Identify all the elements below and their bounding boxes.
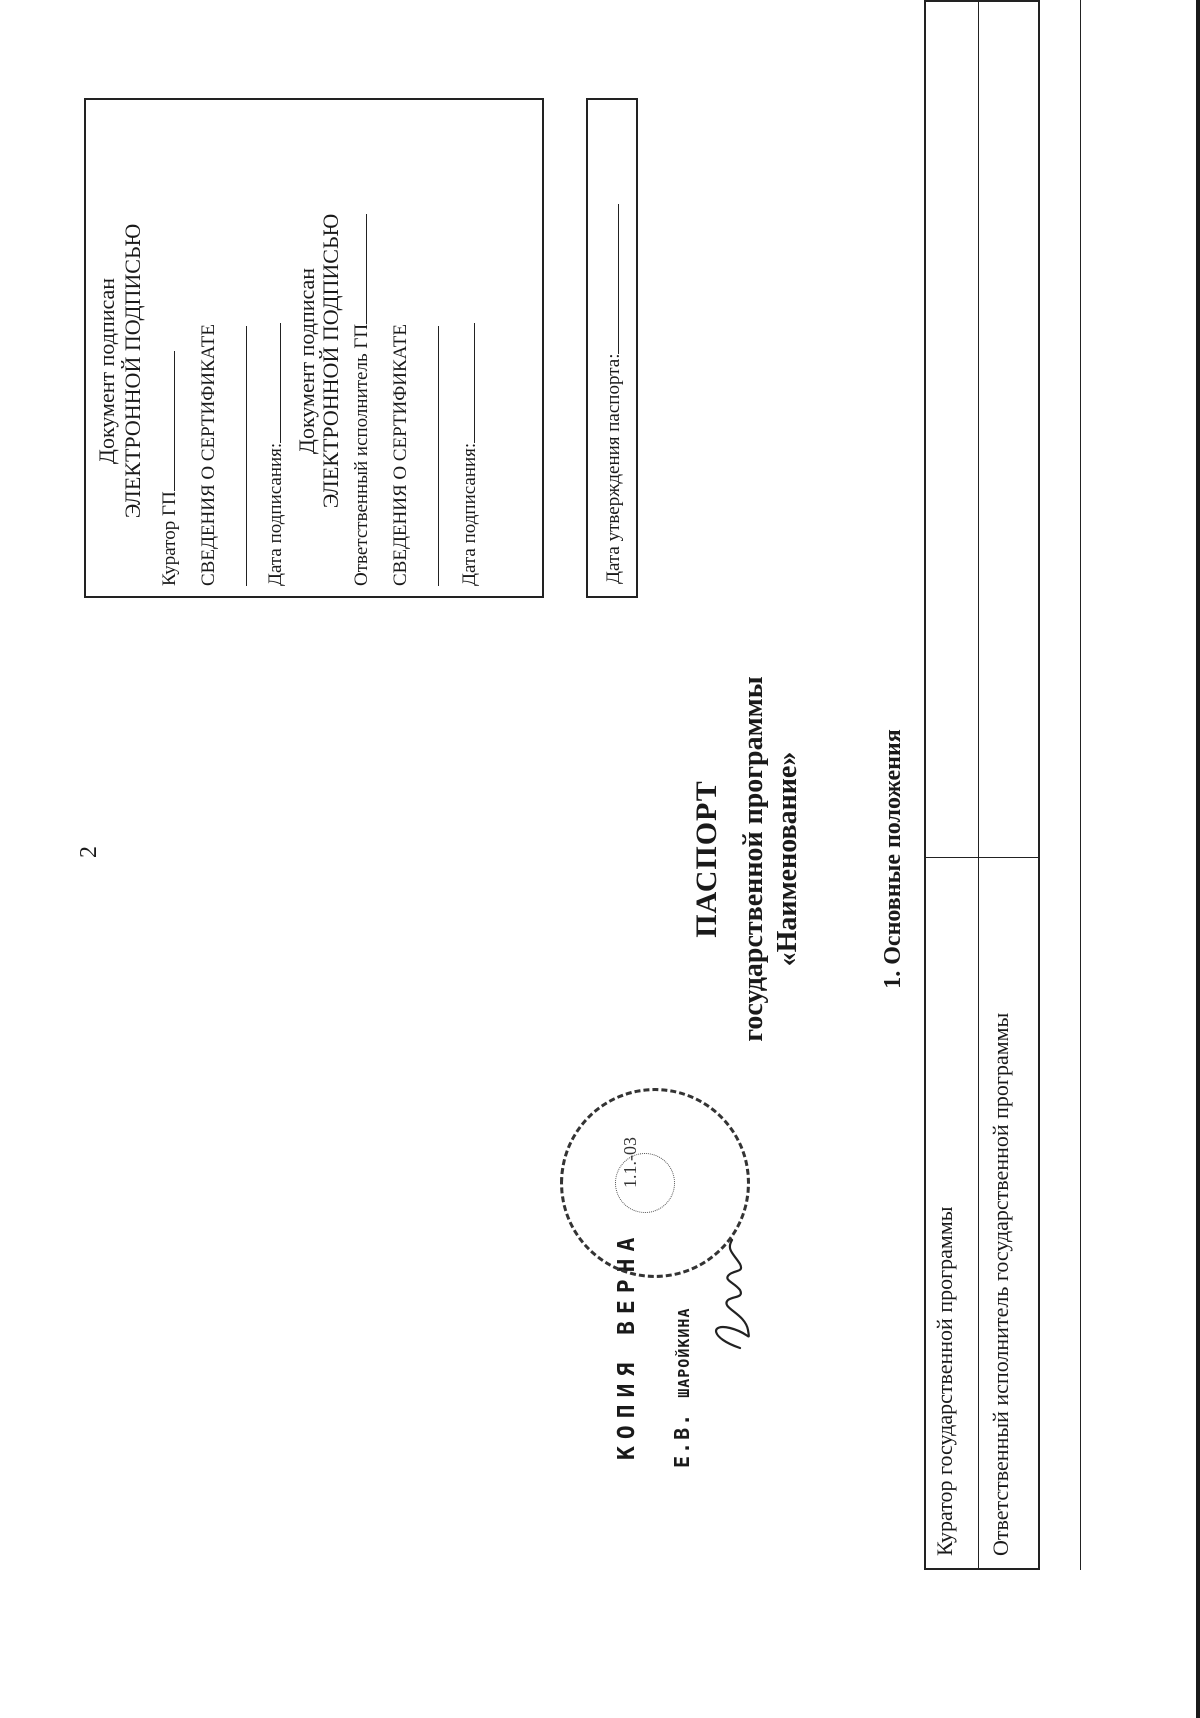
approval-date-line — [600, 204, 625, 584]
certificate-info-1: СВЕДЕНИЯ О СЕРТИФИКАТЕ — [198, 324, 219, 586]
sign-date-line-2 — [456, 323, 481, 586]
page-number: 2 — [76, 846, 102, 858]
sign-date-line-1 — [262, 323, 287, 586]
signed-heading-2: ЭЛЕКТРОННОЙ ПОДПИСЬЮ — [120, 223, 145, 519]
section-title: 1. Основные положения — [880, 729, 906, 989]
sign-date-label-1: Дата подписания: — [265, 442, 286, 586]
copy-certified-stamp: КОПИЯ ВЕРНА — [614, 1230, 640, 1460]
curator-blank — [156, 351, 175, 491]
table-row-label-executor: Ответственный исполнитель государственной программы — [988, 1012, 1013, 1556]
curator-label: Куратор ГП — [159, 491, 180, 586]
executor-line — [348, 214, 373, 586]
signature-block — [84, 98, 544, 598]
signed-heading-4: ЭЛЕКТРОННОЙ ПОДПИСЬЮ — [318, 213, 343, 509]
seal-date: 1.1.-03 — [620, 1137, 640, 1188]
table-column-divider — [926, 857, 1038, 858]
certifier-initials: Е.В. — [670, 1411, 694, 1468]
page-rule — [1080, 0, 1081, 1570]
sign-date-blank-1 — [262, 323, 281, 443]
scan-edge — [1196, 0, 1200, 1718]
signed-heading-1: Документ подписан — [94, 277, 119, 465]
sign-date-blank-2 — [456, 323, 475, 443]
signature-stroke — [716, 1240, 749, 1348]
main-provisions-table — [924, 0, 1040, 1570]
signed-heading-3: Документ подписан — [294, 267, 319, 455]
executor-blank — [348, 214, 367, 324]
certificate-rule-1 — [246, 326, 247, 586]
program-subtitle: государственной программы — [738, 676, 769, 1042]
curator-line — [156, 351, 181, 586]
certifier-name — [670, 1308, 694, 1469]
passport-title: ПАСПОРТ — [690, 780, 723, 938]
program-name: «Наименование» — [772, 751, 803, 967]
table-row-label-curator: Куратор государственной программы — [932, 1206, 957, 1556]
sign-date-label-2: Дата подписания: — [459, 442, 480, 586]
executor-label: Ответственный исполнитель ГП — [351, 323, 372, 586]
certificate-info-2: СВЕДЕНИЯ О СЕРТИФИКАТЕ — [390, 324, 411, 586]
approval-date-label: Дата утверждения паспорта: — [603, 353, 624, 584]
certifier-surname: ШАРОЙКИНА — [675, 1307, 693, 1398]
approval-date-box — [586, 98, 638, 598]
certificate-rule-2 — [438, 326, 439, 586]
table-row-divider — [978, 0, 979, 1568]
approval-date-blank — [600, 204, 619, 354]
handwritten-signature — [700, 1198, 760, 1358]
